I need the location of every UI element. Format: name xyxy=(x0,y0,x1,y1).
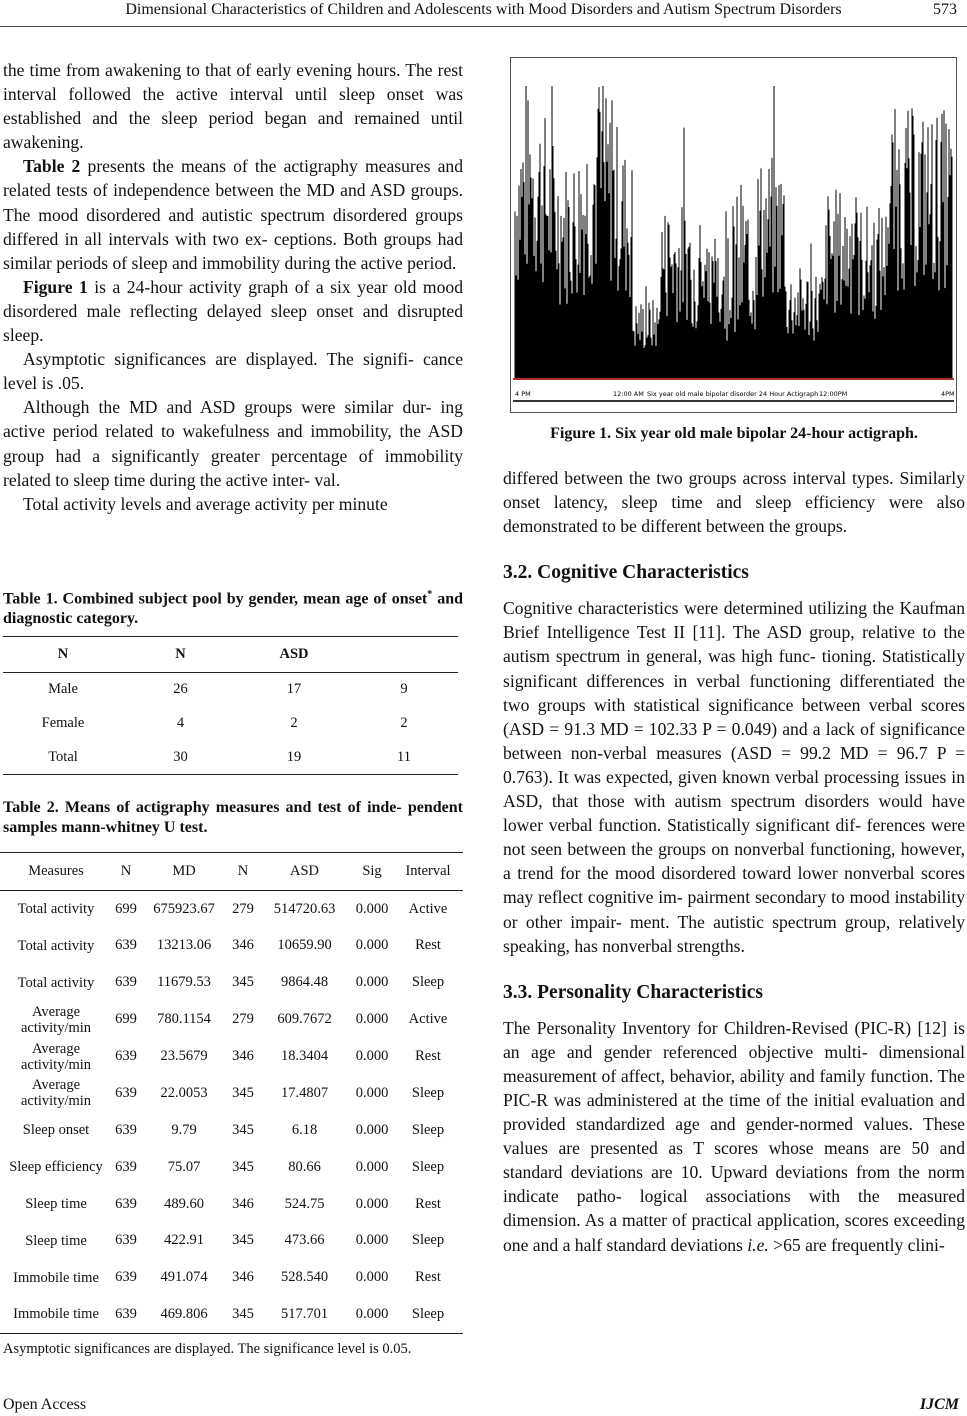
column-header: ASD xyxy=(258,853,351,891)
table2-note: Asymptotic significances are displayed. The significance level is 0.05. xyxy=(3,1341,412,1357)
table-cell: 780.1154 xyxy=(157,1011,211,1028)
table-cell: Average activity/min xyxy=(20,1003,92,1036)
table-cell: Female xyxy=(41,715,85,731)
table-cell: 346 xyxy=(232,1048,254,1064)
table-cell: Sleep time xyxy=(25,1196,87,1213)
table-cell: 609.7672 xyxy=(277,1011,332,1028)
figure1-caption: Figure 1. Six year old male bipolar 24-hour actigraph. xyxy=(550,425,918,442)
table-cell: 0.000 xyxy=(355,1158,389,1175)
table-cell: 639 xyxy=(115,1232,137,1249)
table-cell: Active xyxy=(408,900,448,917)
figure1 xyxy=(510,57,957,413)
table-cell: 4 xyxy=(176,715,185,731)
table-cell: Total activity xyxy=(17,901,95,918)
table-cell: 11679.53 xyxy=(157,974,211,991)
figure-reference: Figure 1 xyxy=(23,276,88,297)
table-row xyxy=(0,1259,463,1296)
table-cell: 30 xyxy=(173,748,188,765)
table-cell: Male xyxy=(48,681,78,698)
paragraph: Cognitive characteristics were determined utilizing the Kaufman Brief Intelligence Test II [11]. The ASD group, relative to the autism spectrum in general, was high func- tioning. Statistically significant differences in verbal functioning differentiated the two groups with statistical significance between verbal scores (ASD = 91.3 MD = 102.33 P = 0.049) and a lack of significance between non-verbal measures (ASD = 99.2 MD = 96.7 P = 0.763). It was expected, given known verbal processing issues in ASD, that those with autism spectrum disorders would have lower verbal function. Statistically significant dif- ferences were not seen between the groups on nonverbal functioning, however, a trend for the mood disordered toward lower nonverbal scores may reflect cognitive im- pairment secondary to mood instability or other impair- ment. The autistic spectrum group, relatively speaking, has nonverbal strengths. xyxy=(503,598,965,956)
table-cell: 639 xyxy=(115,1084,137,1101)
table-cell: 0.000 xyxy=(355,937,389,954)
table-cell: 0.000 xyxy=(355,1011,389,1028)
table-cell: 0.000 xyxy=(355,1048,389,1064)
table-cell: 639 xyxy=(115,1121,137,1138)
table-cell: Sleep efficiency xyxy=(9,1159,103,1176)
page-header xyxy=(0,0,967,27)
table-cell: Sleep onset xyxy=(22,1122,90,1139)
table-row xyxy=(0,1112,463,1149)
table2-body xyxy=(0,891,463,1334)
table-row xyxy=(0,1186,463,1223)
axis-tick-label: 12:00 AM xyxy=(613,390,644,398)
table-cell: 17 xyxy=(286,681,302,698)
table-cell: Immobile time xyxy=(13,1269,99,1286)
table-cell: 346 xyxy=(232,1195,254,1212)
table-cell: 346 xyxy=(232,1269,254,1286)
table-cell: 345 xyxy=(232,974,254,991)
paragraph: Asymptotic significances are displayed. The signifi- cance level is .05. xyxy=(3,349,463,394)
caption-text: and diagnostic category. xyxy=(3,590,464,628)
table-cell: Total activity xyxy=(17,974,95,991)
table-cell: 26 xyxy=(173,681,188,698)
table-cell: 19 xyxy=(286,748,302,765)
table-cell: 9 xyxy=(400,681,408,698)
table-cell: 279 xyxy=(232,1011,254,1028)
section-heading: 3.3. Personality Characteristics xyxy=(503,981,763,1003)
table-cell: 473.66 xyxy=(284,1232,325,1249)
column-header: N xyxy=(123,637,238,673)
chart-inner-title: Six year old male bipolar disorder 24 Hour Actigraph xyxy=(647,390,819,398)
table-cell: 10659.90 xyxy=(277,937,332,954)
table-cell: 279 xyxy=(232,900,254,917)
table-cell: 0.000 xyxy=(355,1195,389,1212)
table1-caption xyxy=(3,585,463,629)
table-cell: 17.4807 xyxy=(280,1084,329,1101)
table2-caption xyxy=(3,798,463,838)
right-column xyxy=(503,466,965,1257)
table-cell: 345 xyxy=(232,1158,254,1175)
table-cell: 422.91 xyxy=(164,1232,204,1249)
table-row xyxy=(0,1075,463,1112)
table-header-row xyxy=(0,853,463,891)
column-header: N xyxy=(228,853,258,891)
table-cell: Sleep time xyxy=(25,1232,87,1249)
running-title: Dimensional Characteristics of Children and Adolescents with Mood Disorders and Autism Spectrum Disorders xyxy=(125,1,842,18)
footer-journal: IJCM xyxy=(919,1396,959,1413)
table-cell: Sleep xyxy=(411,1305,445,1322)
table-cell: 0.000 xyxy=(355,1269,389,1286)
table-cell: 639 xyxy=(115,1158,137,1175)
table-cell: 345 xyxy=(232,1121,254,1138)
column-header: ASD xyxy=(238,637,350,673)
table-row xyxy=(0,1296,463,1333)
column-header: MD xyxy=(140,853,228,891)
table-cell: 0.000 xyxy=(355,1305,389,1322)
table-cell: 469.806 xyxy=(160,1305,208,1322)
table-cell: Active xyxy=(408,1011,448,1028)
table-cell: 9.79 xyxy=(171,1121,197,1138)
table-cell: 0.000 xyxy=(355,1084,389,1101)
table-row xyxy=(0,1223,463,1260)
paragraph-text: >65 are frequently clini- xyxy=(768,1234,945,1255)
table-cell: 699 xyxy=(115,900,137,917)
table-cell: Rest xyxy=(415,1048,441,1064)
table-cell: Total activity xyxy=(17,937,95,954)
table-cell: Rest xyxy=(415,1269,441,1286)
table-cell: 6.18 xyxy=(291,1121,318,1138)
table-cell: 23.5679 xyxy=(160,1048,208,1064)
paragraph-text: presents the means of the actigraphy measures and related tests of independence between the MD and ASD groups. The mood disordered and autistic spectrum disordered groups differed in all intervals with two ex- ceptions. Both groups had similar periods of sleep and immobility during the active period. xyxy=(3,156,463,273)
table-cell: 9864.48 xyxy=(280,974,329,991)
column-header: N xyxy=(112,853,140,891)
table-row xyxy=(0,891,463,928)
table-cell: 639 xyxy=(115,1195,137,1212)
table-cell: 491.074 xyxy=(160,1269,208,1286)
italic-abbrev: i.e. xyxy=(747,1234,769,1255)
table-cell: 345 xyxy=(232,1232,254,1249)
axis-tick-label: 4 PM xyxy=(515,390,531,398)
table-cell: Sleep xyxy=(411,1232,445,1249)
table-cell: Average activity/min xyxy=(20,1077,92,1110)
table-cell: 11 xyxy=(397,748,411,765)
caption-footnote-mark: * xyxy=(427,589,433,600)
paragraph xyxy=(3,154,463,274)
table-cell: 0.000 xyxy=(355,1121,389,1138)
paragraph: differed between the two groups across interval types. Similarly onset latency, sleep time and sleep efficiency were also demonstrated to be different between the groups. xyxy=(503,468,965,537)
table-reference: Table 2 xyxy=(23,156,81,177)
paragraph: Although the MD and ASD groups were similar dur- ing active period related to wakefulness and immobility, the ASD group had a significantly greater percentage of immobility related to sleep time during the active inter- val. xyxy=(3,397,463,490)
table-cell: Rest xyxy=(415,1195,441,1212)
paragraph: Total activity levels and average activity per minute xyxy=(23,493,388,514)
table-cell: Total xyxy=(48,748,78,765)
table-cell: 528.540 xyxy=(280,1269,329,1286)
table-cell: 524.75 xyxy=(284,1195,325,1212)
table-row xyxy=(0,1038,463,1075)
table1 xyxy=(3,636,458,775)
table-cell: 0.000 xyxy=(355,1232,389,1249)
table-cell: 514720.63 xyxy=(273,900,336,917)
table-cell: 639 xyxy=(115,937,137,954)
table-cell: 2 xyxy=(400,715,408,731)
table-cell: Sleep xyxy=(411,1084,445,1101)
table-cell: Immobile time xyxy=(13,1306,99,1323)
actigraph-chart xyxy=(511,58,956,412)
table-cell: 639 xyxy=(115,1048,137,1064)
table-cell: Sleep xyxy=(411,974,445,991)
footer-open-access: Open Access xyxy=(3,1396,87,1413)
column-header: Measures xyxy=(0,853,112,891)
table-cell: 345 xyxy=(232,1084,254,1101)
table-cell: 639 xyxy=(115,1269,137,1286)
paragraph-text: is a 24-hour activity graph of a six year old mood disordered male reflecting delayed sleep onset and disrupted sleep. xyxy=(3,276,463,346)
table-cell: 489.60 xyxy=(164,1195,204,1212)
table-cell: 0.000 xyxy=(355,900,389,917)
caption-text: Table 1. Combined subject pool by gender, mean age of onset xyxy=(3,590,428,608)
table-cell: 517.701 xyxy=(280,1305,329,1322)
axis-tick-label: 4PM xyxy=(941,390,955,398)
left-column xyxy=(3,58,463,516)
table-cell: 22.0053 xyxy=(160,1084,208,1101)
table-cell: 2 xyxy=(290,715,298,731)
table-cell: 639 xyxy=(115,1305,137,1322)
table-cell: 699 xyxy=(115,1011,137,1028)
table-cell: Sleep xyxy=(411,1158,445,1175)
section-heading: 3.2. Cognitive Characteristics xyxy=(503,562,749,584)
paragraph xyxy=(3,275,463,347)
table2 xyxy=(0,852,463,1334)
column-header: N xyxy=(3,637,123,673)
table-row xyxy=(0,964,463,1001)
table-cell: 639 xyxy=(115,974,137,991)
table-cell: 0.000 xyxy=(355,974,389,991)
table-row xyxy=(0,1001,463,1038)
table-cell: Sleep xyxy=(411,1121,445,1138)
page-number: 573 xyxy=(933,1,957,18)
table-row xyxy=(3,673,458,707)
table-cell: 345 xyxy=(232,1305,254,1322)
column-header xyxy=(350,637,458,673)
table-row xyxy=(3,707,458,741)
table-cell: 80.66 xyxy=(288,1158,321,1175)
table-cell: 346 xyxy=(232,937,254,954)
table-cell: Rest xyxy=(415,937,441,954)
table-cell: 13213.06 xyxy=(156,937,212,954)
axis-tick-label: 12:00PM xyxy=(819,390,848,398)
paragraph xyxy=(503,1016,965,1257)
table-row xyxy=(0,1149,463,1186)
paragraph: the time from awakening to that of early evening hours. The rest interval followed the active interval until sleep onset was established and the sleep period began and remained until awakening. xyxy=(3,60,463,153)
column-header: Interval xyxy=(393,853,463,891)
table-row xyxy=(3,741,458,775)
paragraph-text: The Personality Inventory for Children-Revised (PIC-R) [12] is an age and gender referenced objective multi- dimensional measurement of affect, behavior, ability and family function. The PIC-R was administered at the time of the initial evaluation and provided standardized age and gender-normed values. These values are presented as T scores whose means are 50 and standard deviations are 10. Upward deviations from the norm indicate patho- logical associations with the measured dimension. As a matter of practical application, scores exceeding one and a half standard deviations xyxy=(503,1017,965,1255)
table-cell: Average activity/min xyxy=(20,1040,92,1073)
caption-text: Table 2. Means of actigraphy measures and test of inde- pendent samples mann-whitney U test. xyxy=(3,799,463,836)
table-row xyxy=(0,927,463,964)
column-header: Sig xyxy=(351,853,393,891)
table-header-row xyxy=(3,637,458,673)
table-cell: 75.07 xyxy=(167,1158,201,1175)
table-cell: 18.3404 xyxy=(280,1048,329,1064)
table-cell: 675923.67 xyxy=(153,900,215,917)
